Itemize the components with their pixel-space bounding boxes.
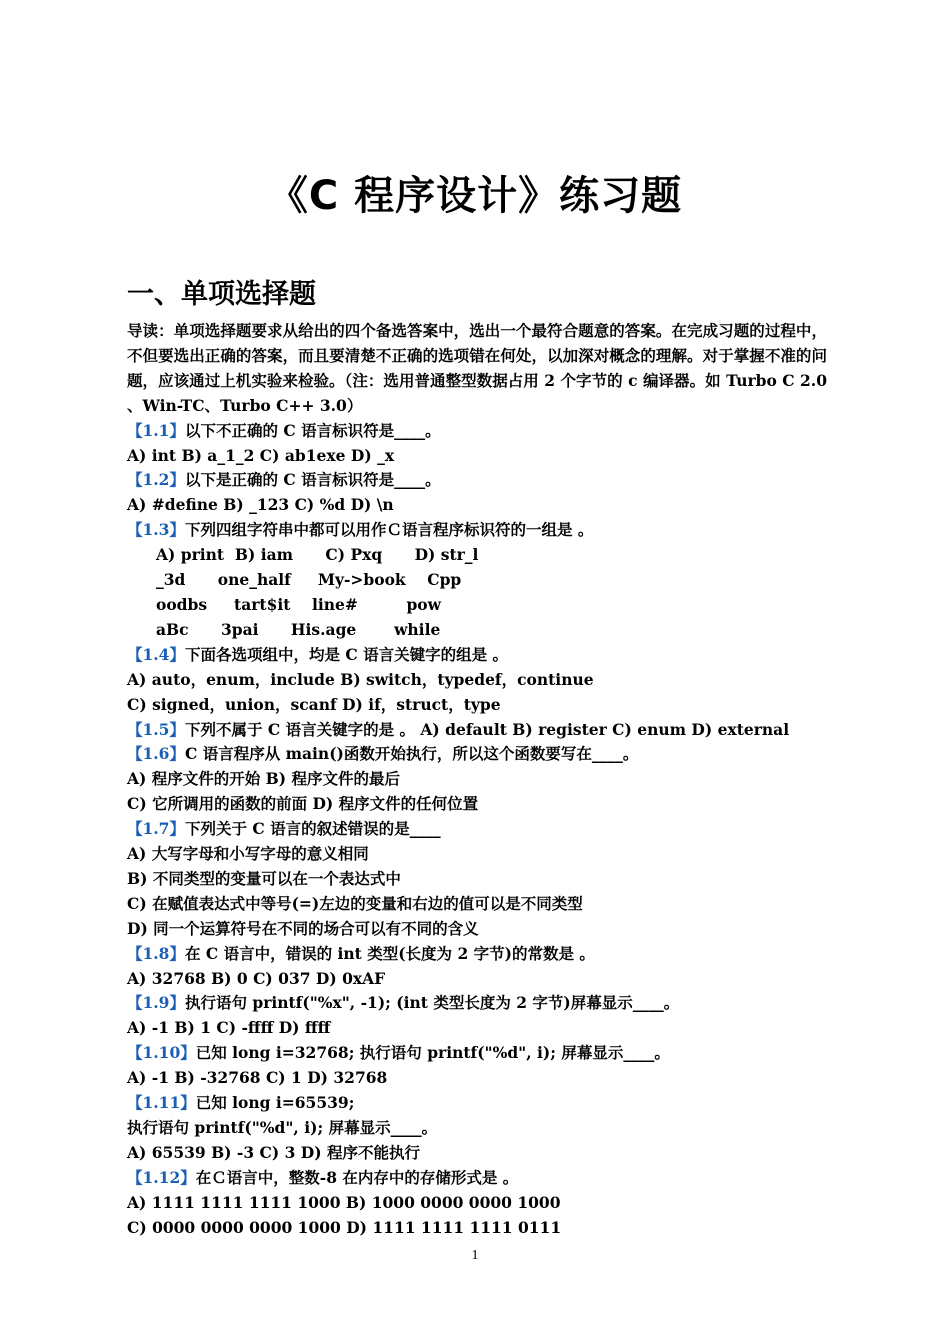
question-number: 【1.11】 [127, 1093, 196, 1113]
question-line [127, 1041, 827, 1066]
question-number: 【1.5】 [127, 719, 185, 739]
question-number: 【1.4】 [127, 644, 185, 664]
question-text: 已知 long i=65539; [195, 1093, 355, 1113]
line-text: A) -1 B) -32768 C) 1 D) 32768 [127, 1068, 388, 1088]
line-text: A) 大写字母和小写字母的意义相同 [127, 844, 369, 864]
answer-line [127, 693, 827, 718]
question-line [127, 817, 827, 842]
answer-line [127, 1016, 827, 1041]
question-number: 【1.10】 [127, 1043, 196, 1063]
question-line [127, 643, 827, 668]
line-text: C) 它所调用的函数的前面 D) 程序文件的任何位置 [127, 794, 479, 814]
line-text: A) auto，enum，include B) switch，typedef，continue [127, 669, 594, 689]
question-line [127, 468, 827, 493]
answer-line [127, 1116, 827, 1141]
question-number: 【1.1】 [127, 420, 185, 440]
question-list [127, 419, 827, 1241]
answer-line [127, 867, 827, 892]
answer-line [127, 967, 827, 992]
line-text: A) #define B) _123 C) %d D) \n [127, 495, 394, 515]
question-text: 执行语句 printf("%x", -1); (int 类型长度为 2 字节)屏幕显示____。 [184, 993, 680, 1013]
line-text: _3d one_half My->book Cpp [156, 570, 462, 590]
question-line [127, 942, 827, 967]
line-text: D) 同一个运算符号在不同的场合可以有不同的含义 [127, 918, 479, 938]
answer-line [127, 842, 827, 867]
question-number: 【1.12】 [127, 1167, 196, 1187]
line-text: A) 程序文件的开始 B) 程序文件的最后 [127, 769, 400, 789]
line-text: B) 不同类型的变量可以在一个表达式中 [127, 868, 401, 888]
answer-line [127, 568, 827, 593]
question-number: 【1.3】 [127, 520, 185, 540]
line-text: oodbs tart$it line# pow [156, 594, 441, 614]
question-number: 【1.2】 [127, 470, 185, 490]
question-text: 下列关于 C 语言的叙述错误的是____ [184, 819, 441, 839]
question-text: 下列四组字符串中都可以用作Ｃ语言程序标识符的一组是 。 [184, 520, 594, 540]
question-text: 已知 long i=32768; 执行语句 printf("%d", i); 屏幕显示____。 [195, 1043, 670, 1063]
answer-line [127, 1141, 827, 1166]
line-text: C) signed，union，scanf D) if，struct，type [127, 694, 501, 714]
question-number: 【1.8】 [127, 943, 185, 963]
line-text: A) int B) a_1_2 C) ab1exe D) _x [127, 445, 395, 465]
line-text: A) print B) iam C) Pxq D) str_l [156, 545, 479, 565]
answer-line [127, 917, 827, 942]
answer-line [127, 493, 827, 518]
answer-line [127, 1191, 827, 1216]
question-line [127, 742, 827, 767]
answer-line [127, 444, 827, 469]
answer-line [127, 543, 827, 568]
question-text: C 语言程序从 main()函数开始执行，所以这个函数要写在____。 [184, 744, 639, 764]
answer-line [127, 618, 827, 643]
question-number: 【1.7】 [127, 819, 185, 839]
answer-line [127, 668, 827, 693]
section-heading: 一、单项选择题 [127, 279, 316, 310]
question-line [127, 1166, 827, 1191]
question-line [127, 718, 827, 743]
question-text: 下面各选项组中，均是 C 语言关键字的组是 。 [184, 644, 508, 664]
answer-line [127, 767, 827, 792]
question-line [127, 1091, 827, 1116]
answer-line [127, 1216, 827, 1241]
answer-line [127, 593, 827, 618]
question-text: 在Ｃ语言中，整数-8 在内存中的存储形式是 。 [195, 1167, 519, 1187]
line-text: A) 65539 B) -3 C) 3 D) 程序不能执行 [127, 1142, 420, 1162]
question-number: 【1.9】 [127, 993, 185, 1013]
question-number: 【1.6】 [127, 744, 185, 764]
line-text: aBc 3pai His.age while [156, 619, 441, 639]
line-text: A) -1 B) 1 C) -ffff D) ffff [127, 1018, 331, 1038]
line-text: 执行语句 printf("%d", i); 屏幕显示____。 [127, 1118, 438, 1137]
answer-line [127, 792, 827, 817]
question-text: 以下不正确的 C 语言标识符是____。 [184, 420, 441, 440]
question-line [127, 419, 827, 444]
document-title: 《C 程序设计》练习题 [267, 173, 683, 219]
line-text: A) 1111 1111 1111 1000 B) 1000 0000 0000 1000 [127, 1192, 561, 1212]
question-line [127, 518, 827, 543]
line-text: C) 0000 0000 0000 1000 D) 1111 1111 1111 0111 [127, 1217, 562, 1237]
line-text: A) 32768 B) 0 C) 037 D) 0xAF [127, 968, 386, 988]
question-text: 在 C 语言中，错误的 int 类型(长度为 2 字节)的常数是 。 [184, 943, 595, 963]
page-number: 1 [471, 1248, 479, 1263]
question-line [127, 991, 827, 1016]
answer-line [127, 892, 827, 917]
question-text: 下列不属于 C 语言关键字的是 。 A) default B) register C) enum D) external [184, 719, 790, 739]
answer-line [127, 1066, 827, 1091]
line-text: C) 在赋值表达式中等号(=)左边的变量和右边的值可以是不同类型 [127, 893, 583, 913]
intro-paragraph: 导读：单项选择题要求从给出的四个备选答案中，选出一个最符合题意的答案。在完成习题的过程中，不但要选出正确的答案，而且要清楚不正确的选项错在何处，以加深对概念的理解。对于掌握不准的问题，应该通过上机实验来检验。（注：选用普通整型数据占用 2 个字节的 c 编译器。如 Turbo C 2.0 、Win-TC、Turbo C++ 3.0） [127, 321, 827, 415]
document-body [127, 319, 827, 1241]
question-text: 以下是正确的 C 语言标识符是____。 [184, 470, 441, 490]
